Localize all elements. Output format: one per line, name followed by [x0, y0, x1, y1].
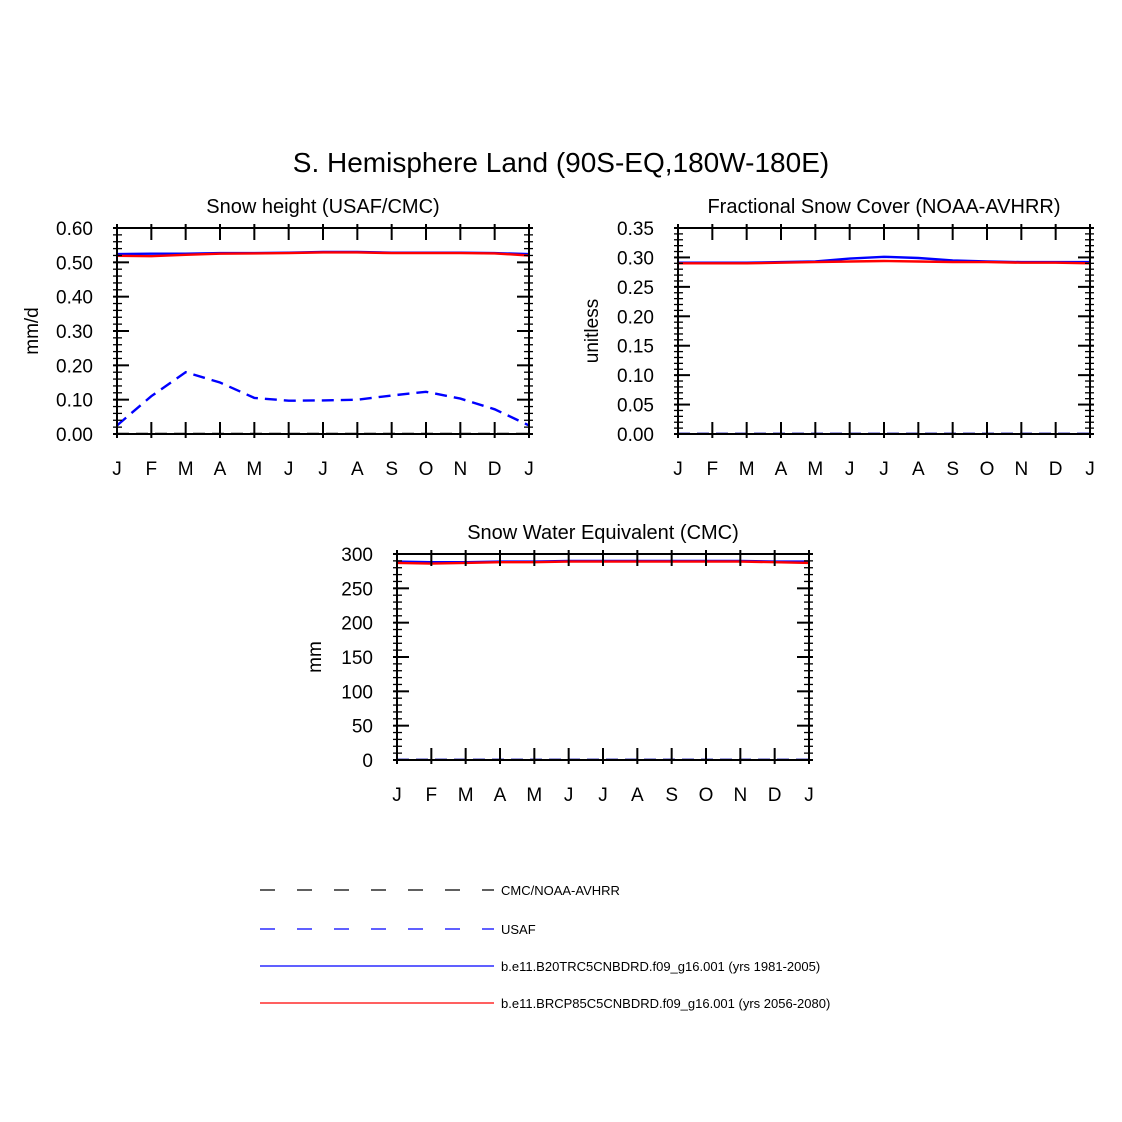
y-tick-label: 0.00 — [617, 425, 654, 446]
y-tick-label: 200 — [341, 613, 373, 635]
x-tick-label: J — [804, 785, 814, 806]
y-tick-label: 0.05 — [617, 395, 654, 417]
x-tick-label: N — [1014, 459, 1029, 480]
x-tick-label: J — [318, 459, 328, 480]
chart-panel-2 — [582, 196, 1095, 480]
legend-label-2: USAF — [501, 922, 536, 937]
x-tick-label: A — [911, 459, 925, 480]
figure-title: S. Hemisphere Land (90S-EQ,180W-180E) — [292, 147, 830, 178]
y-tick-label: 150 — [341, 648, 373, 669]
x-tick-label: S — [946, 459, 960, 480]
x-tick-label: A — [493, 785, 507, 806]
x-tick-label: S — [385, 459, 399, 480]
chart-panel-1 — [22, 196, 534, 480]
x-tick-label: A — [213, 459, 227, 480]
x-tick-label: A — [774, 459, 788, 480]
y-tick-label: 50 — [351, 716, 373, 738]
x-tick-label: M — [738, 459, 755, 480]
x-tick-label: F — [706, 459, 719, 480]
x-tick-label: J — [673, 459, 683, 480]
y-tick-label: 0.40 — [56, 287, 93, 309]
y-tick-label: 250 — [341, 579, 373, 601]
y-tick-label: 300 — [341, 545, 373, 566]
x-tick-label: D — [487, 459, 502, 480]
x-tick-label: D — [1048, 459, 1063, 480]
panel-title: Snow height (USAF/CMC) — [206, 196, 440, 218]
x-tick-label: J — [598, 785, 608, 806]
plot-frame — [678, 228, 1090, 434]
x-tick-label: M — [457, 785, 474, 806]
series-lines — [117, 252, 529, 434]
legend — [260, 883, 830, 1011]
y-axis-label: mm/d — [22, 307, 43, 355]
y-axis-label: mm — [305, 641, 326, 673]
y-tick-label: 0.30 — [56, 322, 93, 343]
x-tick-label: A — [350, 459, 364, 480]
x-tick-label: M — [807, 459, 824, 480]
panel-title: Fractional Snow Cover (NOAA-AVHRR) — [707, 196, 1061, 218]
y-tick-label: 0.60 — [56, 219, 93, 240]
x-tick-label: M — [177, 459, 194, 480]
legend-label-4: b.e11.BRCP85C5CNBDRD.f09_g16.001 (yrs 2056-2080) — [501, 996, 831, 1011]
series-lines — [678, 257, 1090, 434]
x-tick-label: O — [979, 459, 995, 480]
x-tick-label: A — [630, 785, 644, 806]
x-tick-label: S — [665, 785, 679, 806]
y-tick-label: 0.00 — [56, 425, 93, 446]
legend-label-1: CMC/NOAA-AVHRR — [501, 883, 620, 898]
y-tick-label: 0 — [362, 751, 373, 772]
y-tick-label: 100 — [341, 682, 373, 704]
chart-panel-3 — [305, 522, 814, 806]
y-tick-label: 0.10 — [617, 366, 654, 388]
y-tick-label: 0.20 — [617, 307, 654, 329]
x-tick-label: J — [1085, 459, 1095, 480]
x-tick-label: J — [563, 785, 574, 806]
panels — [22, 196, 1095, 806]
x-tick-label: J — [112, 459, 122, 480]
x-tick-label: N — [453, 459, 468, 480]
x-tick-label: M — [526, 785, 543, 806]
legend-label-3: b.e11.B20TRC5CNBDRD.f09_g16.001 (yrs 1981-2005) — [501, 959, 821, 974]
series-lines — [397, 561, 809, 760]
panel-title: Snow Water Equivalent (CMC) — [467, 522, 739, 544]
series-line-2 — [117, 372, 529, 425]
x-tick-label: J — [392, 785, 402, 806]
y-tick-label: 0.30 — [617, 248, 654, 270]
x-tick-label: N — [733, 785, 748, 806]
plot-frame — [117, 228, 529, 434]
x-tick-label: O — [418, 459, 434, 480]
x-tick-label: J — [844, 459, 855, 480]
x-tick-label: D — [767, 785, 782, 806]
y-tick-label: 0.15 — [617, 336, 654, 358]
y-tick-label: 0.25 — [617, 277, 654, 299]
y-tick-label: 0.35 — [617, 219, 654, 240]
y-axis-label: unitless — [582, 298, 603, 364]
x-tick-label: F — [425, 785, 438, 806]
x-tick-label: J — [879, 459, 889, 480]
x-tick-label: J — [524, 459, 534, 480]
x-tick-label: F — [145, 459, 158, 480]
plot-frame — [397, 554, 809, 760]
x-tick-label: J — [283, 459, 294, 480]
x-tick-label: O — [698, 785, 714, 806]
y-tick-label: 0.50 — [56, 253, 93, 275]
y-tick-label: 0.10 — [56, 390, 93, 412]
x-tick-label: M — [246, 459, 263, 480]
y-tick-label: 0.20 — [56, 356, 93, 378]
